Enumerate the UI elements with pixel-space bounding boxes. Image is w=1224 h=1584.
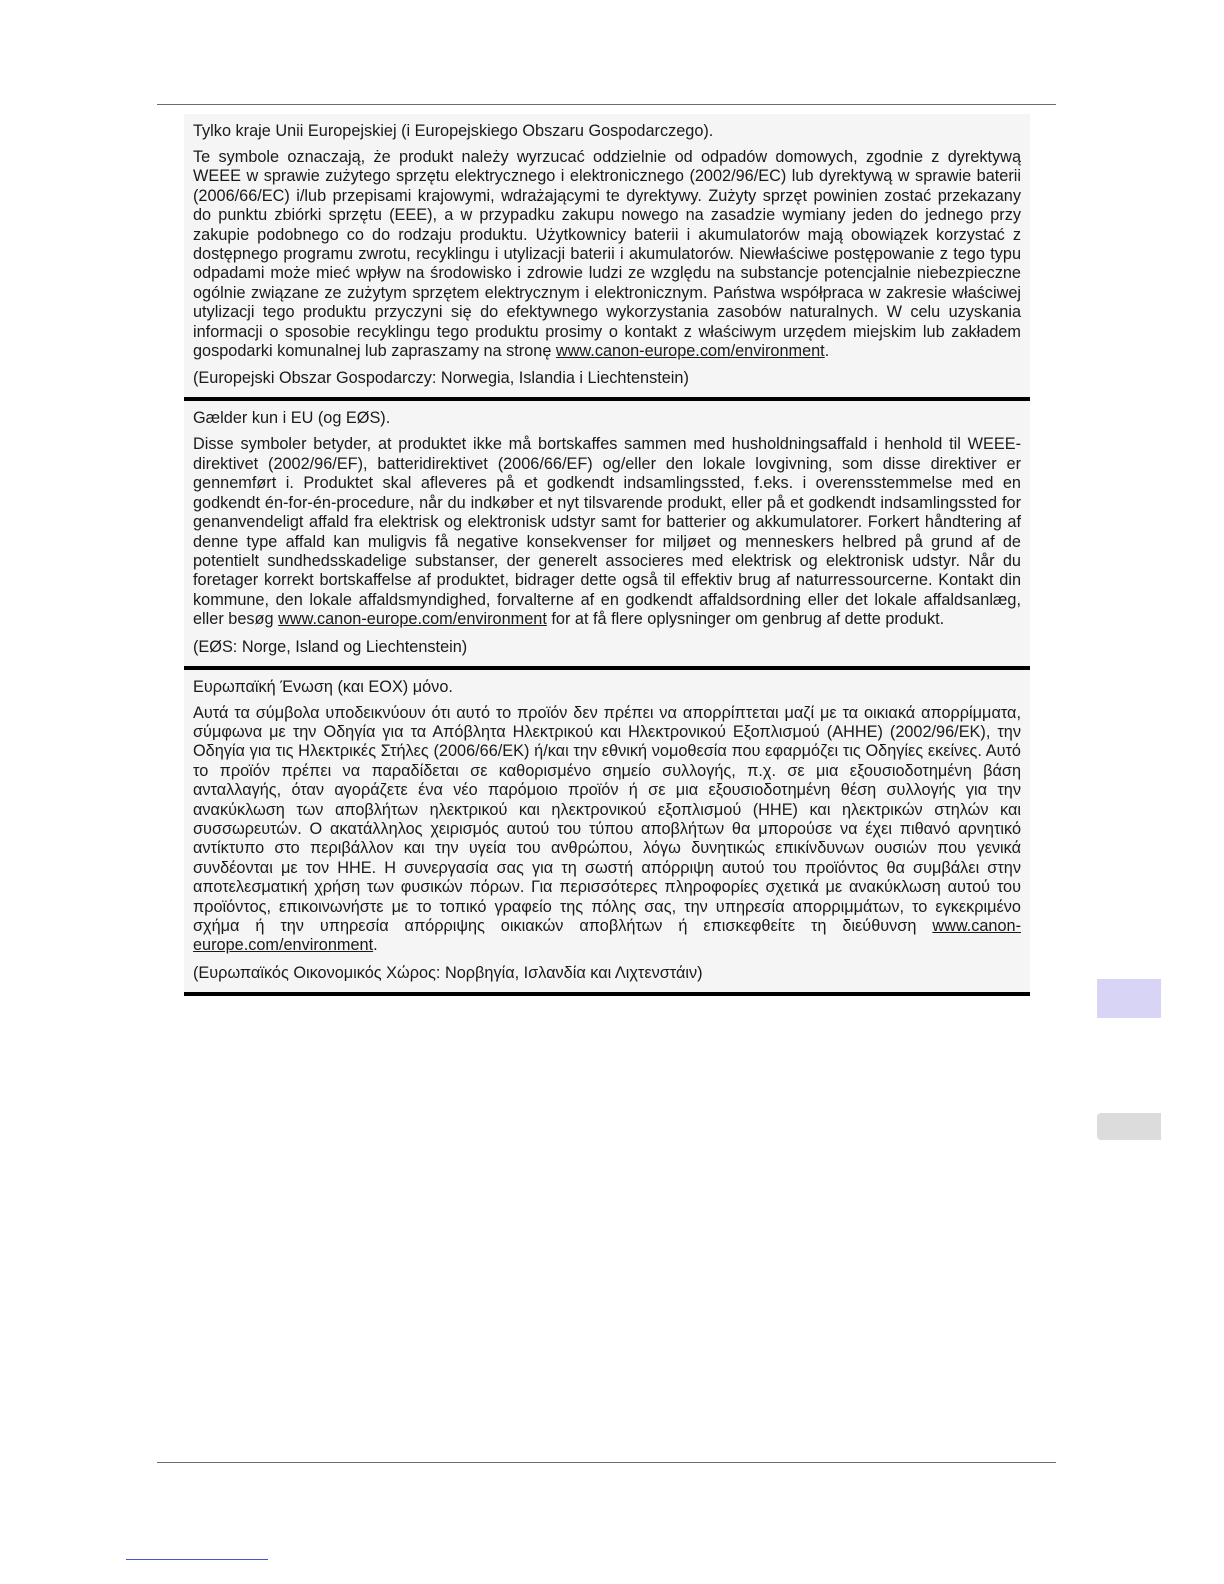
section-heading: Gælder kun i EU (og EØS). [193,409,391,428]
weee-notice [184,114,1030,996]
footer-rule [157,1462,1056,1463]
footer-link-underline[interactable] [126,1559,268,1560]
eea-note: (Europejski Obszar Gospodarczy: Norwegia, Islandia i Liechtenstein) [193,369,689,388]
eea-note: (Ευρωπαϊκός Οικονομικός Χώρος: Νορβηγία, Ισλανδία και Λιχτενστάιν) [193,963,703,982]
section-heading: Tylko kraje Unii Europejskiej (i Europejskiego Obszaru Gospodarczego). [193,122,714,140]
environment-link[interactable]: www.canon-europe.com/environment [278,610,547,629]
environment-link[interactable]: www.canon-europe.com/environment [555,342,825,361]
section-greek [184,670,1030,992]
section-heading: Ευρωπαϊκή Ένωση (και ΕΟΧ) μόνο. [193,677,453,696]
environment-link[interactable]: www.canon-europe.com/environment [193,917,1021,955]
side-index-tab-active[interactable] [1097,979,1161,1018]
eea-note: (EØS: Norge, Island og Liechtenstein) [193,637,468,656]
section-body: Te symbole oznaczają, że produkt należy wyrzucać oddzielnie od odpadów domowych, zgodnie z dyrektywą WEEE w sprawie zużytego sprzętu elektrycznego i elektronicznego (2002/96/EC) lub dyrektywą w sprawie baterii (2006/66/EC) i/lub przepisami krajowymi, wdrażającymi te dyrektywy. Zużyty sprzęt powinien zostać przekazany do punktu zbiórki sprzętu (EEE), a w przypadku zakupu nowego na zasadzie wymiany jeden do jednego przy zakupie podobnego co do rodzaju produktu. Użytkownicy baterii i akumulatorów mają obowiązek korzystać z dostępnego programu zwrotu, recyklingu i utylizacji baterii i akumulatorów. Niewłaściwe postępowanie z tego typu odpadami może mieć wpływ na środowisko i zdrowie ludzi ze względu na substancje potencjalnie niebezpieczne ogólnie związane ze zużytym sprzętem elektrycznym i elektronicznym. Państwa współpraca w zakresie właściwej utylizacji tego produktu przyczyni się do efektywnego wykorzystania zasobów naturalnych. W celu uzyskania informacji o sposobie recyklingu tego produktu prosimy o kontakt z właściwym urzędem miejskim lub zakładem gospodarki komunalnej lub zapraszamy na stronę www.canon-europe.com/environment. [193,148,1021,361]
section-polish [184,114,1030,397]
section-danish [184,401,1030,665]
section-body: Disse symboler betyder, at produktet ikke må bortskaffes sammen med husholdningsaffald i henhold til WEEE-direktivet (2002/96/EF), batteridirektivet (2006/66/EF) og/eller den lokale lovgivning, som disse direktiver er gennemført i. Produktet skal afleveres på et godkendt indsamlingssted, f.eks. i overensstemmelse med en godkendt én-for-én-procedure, når du indkøber et nyt tilsvarende produkt, eller på et godkendt indsamlingssted for genanvendeligt affald fra elektrisk og elektronisk udstyr samt for batterier og akkumulatorer. Forkert håndtering af denne type affald kan muligvis få negative konsekvenser for miljøet og menneskers helbred på grund af de potentielt sundhedsskadelige substanser, der generelt associeres med elektrisk og elektronisk udstyr. Når du foretager korrekt bortskaffelse af produktet, bidrager dette også til effektiv brug af naturressourcerne. Kontakt din kommune, den lokale affaldsmyndighed, forvalterne af en godkendt affaldsordning eller det lokale affaldsanlæg, eller besøg www.canon-europe.com/environment for at få flere oplysninger om genbrug af dette produkt. [193,435,1021,629]
side-index-tab[interactable] [1097,1113,1161,1140]
section-divider [184,992,1030,996]
header-rule [157,104,1056,105]
section-body: Αυτά τα σύμβολα υποδεικνύουν ότι αυτό το προϊόν δεν πρέπει να απορρίπτεται μαζί με τα οικιακά απορρίμματα, σύμφωνα με την Οδηγία για τα Απόβλητα Ηλεκτρικού και Ηλεκτρονικού Εξοπλισμού (ΑΗΗΕ) (2002/96/ΕΚ), την Οδηγία για τις Ηλεκτρικές Στήλες (2006/66/ΕΚ) ή/και την εθνική νομοθεσία που εφαρμόζει τις Οδηγίες εκείνες. Αυτό το προϊόν πρέπει να παραδίδεται σε καθορισμένο σημείο συλλογής, π.χ. σε μια εξουσιοδοτημένη βάση ανταλλαγής, όταν αγοράζετε ένα νέο παρόμοιο προϊόν ή σε μια εξουσιοδοτημένη θέση συλλογής για την ανακύκλωση των αποβλήτων ηλεκτρικού και ηλεκτρονικού εξοπλισμού (ΗΗΕ) και ηλεκτρικών στηλών και συσσωρευτών. Ο ακατάλληλος χειρισμός αυτού του τύπου αποβλήτων θα μπορούσε να έχει πιθανό αρνητικό αντίκτυπο στο περιβάλλον και την υγεία του ανθρώπου, λόγω δυνητικώς επικίνδυνων ουσιών που γενικά συνδέονται με τον ΗΗΕ. Η συνεργασία σας για τη σωστή απόρριψη αυτού του προϊόντος θα συμβάλει στην αποτελεσματική χρήση των φυσικών πόρων. Για περισσότερες πληροφορίες σχετικά με ανακύκλωση αυτού του προϊόντος, επικοινωνήστε με το τοπικό γραφείο της πόλης σας, την υπηρεσία απορριμμάτων, το εγκεκριμένο σχήμα ή την υπηρεσία απόρριψης οικιακών αποβλήτων ή επισκεφθείτε τη διεύθυνση www.canon-europe.com/environment. [193,703,1021,955]
